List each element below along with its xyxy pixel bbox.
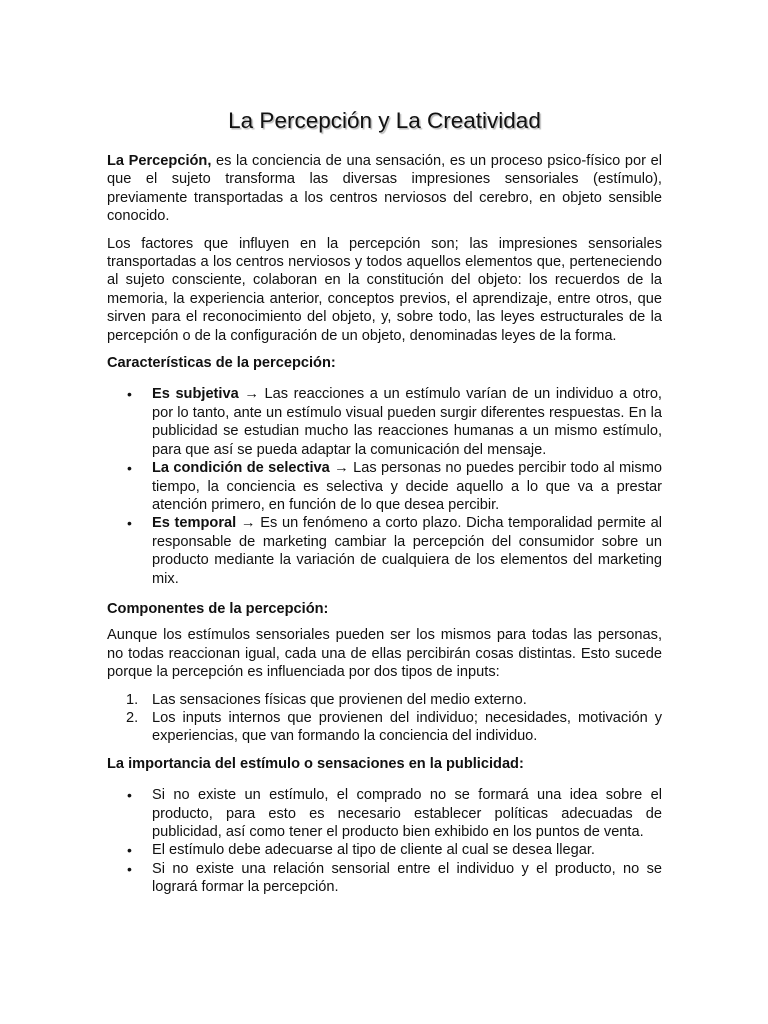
list-item-text: El estímulo debe adecuarse al tipo de cliente al cual se desea llegar. — [152, 842, 595, 859]
factors-paragraph: Los factores que influyen en la percepción son; las impresiones sensoriales transportadas a los centros nerviosos y todos aquellos elementos que, perteneciendo al sujeto consciente, colaboran en la constitución del objeto: los recuerdos de la memoria, la experiencia anterior, conceptos previos, el aprendizaje, entre otros, que sirven para el reconocimiento del objeto, y, sobre todo, las leyes estructurales de la percepción o de la configuración de un objeto, denominadas leyes de la forma. — [107, 235, 662, 344]
list-item — [107, 691, 662, 709]
list-item-text: Si no existe una relación sensorial entre el individuo y el producto, no se logrará formar la percepción. — [152, 860, 662, 896]
list-item — [107, 709, 662, 746]
intro-text: es la conciencia de una sensación, es un proceso psico-físico por el que el sujeto transforma las diversas impresiones sensoriales (estímulo), previamente transportadas a los centros nerviosos del cerebro, en objeto sensible conocido. — [107, 153, 662, 225]
list-item — [107, 459, 662, 514]
characteristic-text: Las reacciones a un estímulo varían de un individuo a otro, por lo tanto, ante un estímulo visual pueden surgir diferentes respuestas. En la publicidad se estudian mucho las reacciones humanas a un mismo estímulo, para que así se pueda adaptar la comunicación del mensaje. — [152, 386, 662, 458]
document-title: La Percepción y La Creatividad — [228, 108, 541, 133]
characteristics-list — [107, 385, 662, 587]
bullet-icon: • — [127, 787, 132, 804]
arrow-icon: → — [240, 515, 256, 532]
intro-lead-term: La Percepción, — [107, 153, 212, 169]
characteristic-text: Las personas no puedes percibir todo al mismo tiempo, la conciencia es selectiva y decide aquello a lo que va a prestar atención primero, en función de lo que desea percibir. — [152, 460, 662, 513]
characteristic-term: Es subjetiva — [152, 386, 239, 403]
characteristic-text: Es un fenómeno a corto plazo. Dicha temporalidad permite al responsable de marketing cambiar la percepción del consumidor sobre un producto mediante la variación de cualquiera de los elementos del marketing mix. — [152, 515, 662, 587]
arrow-icon: → — [244, 386, 259, 403]
list-item — [107, 786, 662, 841]
list-item-text: Las sensaciones físicas que provienen del medio externo. — [152, 691, 527, 708]
list-number: 1. — [126, 691, 139, 708]
bullet-icon: • — [127, 386, 132, 403]
list-item-text: Si no existe un estímulo, el comprado no se formará una idea sobre el producto, para esto es necesario establecer políticas adecuadas de publicidad, así como tener el producto bien exhibido en los puntos de venta. — [152, 787, 662, 840]
list-number: 2. — [126, 709, 139, 726]
importance-heading: La importancia del estímulo o sensaciones en la publicidad: — [107, 755, 524, 772]
importance-list — [107, 786, 662, 896]
characteristic-term: La condición de selectiva — [152, 460, 330, 477]
list-item — [107, 385, 662, 459]
components-list — [107, 691, 662, 746]
arrow-icon: → — [334, 460, 349, 477]
bullet-icon: • — [127, 860, 132, 877]
components-heading: Componentes de la percepción: — [107, 600, 329, 617]
document-body — [107, 152, 662, 906]
list-item — [107, 514, 662, 588]
components-paragraph: Aunque los estímulos sensoriales pueden ser los mismos para todas las personas, no todas reaccionan igual, cada una de ellas percibirán cosas distintas. Esto sucede porque la percepción es influenciada por dos tipos de inputs: — [107, 627, 662, 681]
bullet-icon: • — [127, 460, 132, 477]
intro-paragraph — [107, 152, 662, 226]
bullet-icon: • — [127, 515, 132, 532]
list-item-text: Los inputs internos que provienen del individuo; necesidades, motivación y experiencias, que van formando la conciencia del individuo. — [152, 709, 662, 745]
list-item — [107, 860, 662, 897]
list-item — [107, 841, 662, 859]
bullet-icon: • — [127, 842, 132, 859]
characteristic-term: Es temporal — [152, 515, 237, 532]
characteristics-heading: Características de la percepción: — [107, 355, 336, 372]
